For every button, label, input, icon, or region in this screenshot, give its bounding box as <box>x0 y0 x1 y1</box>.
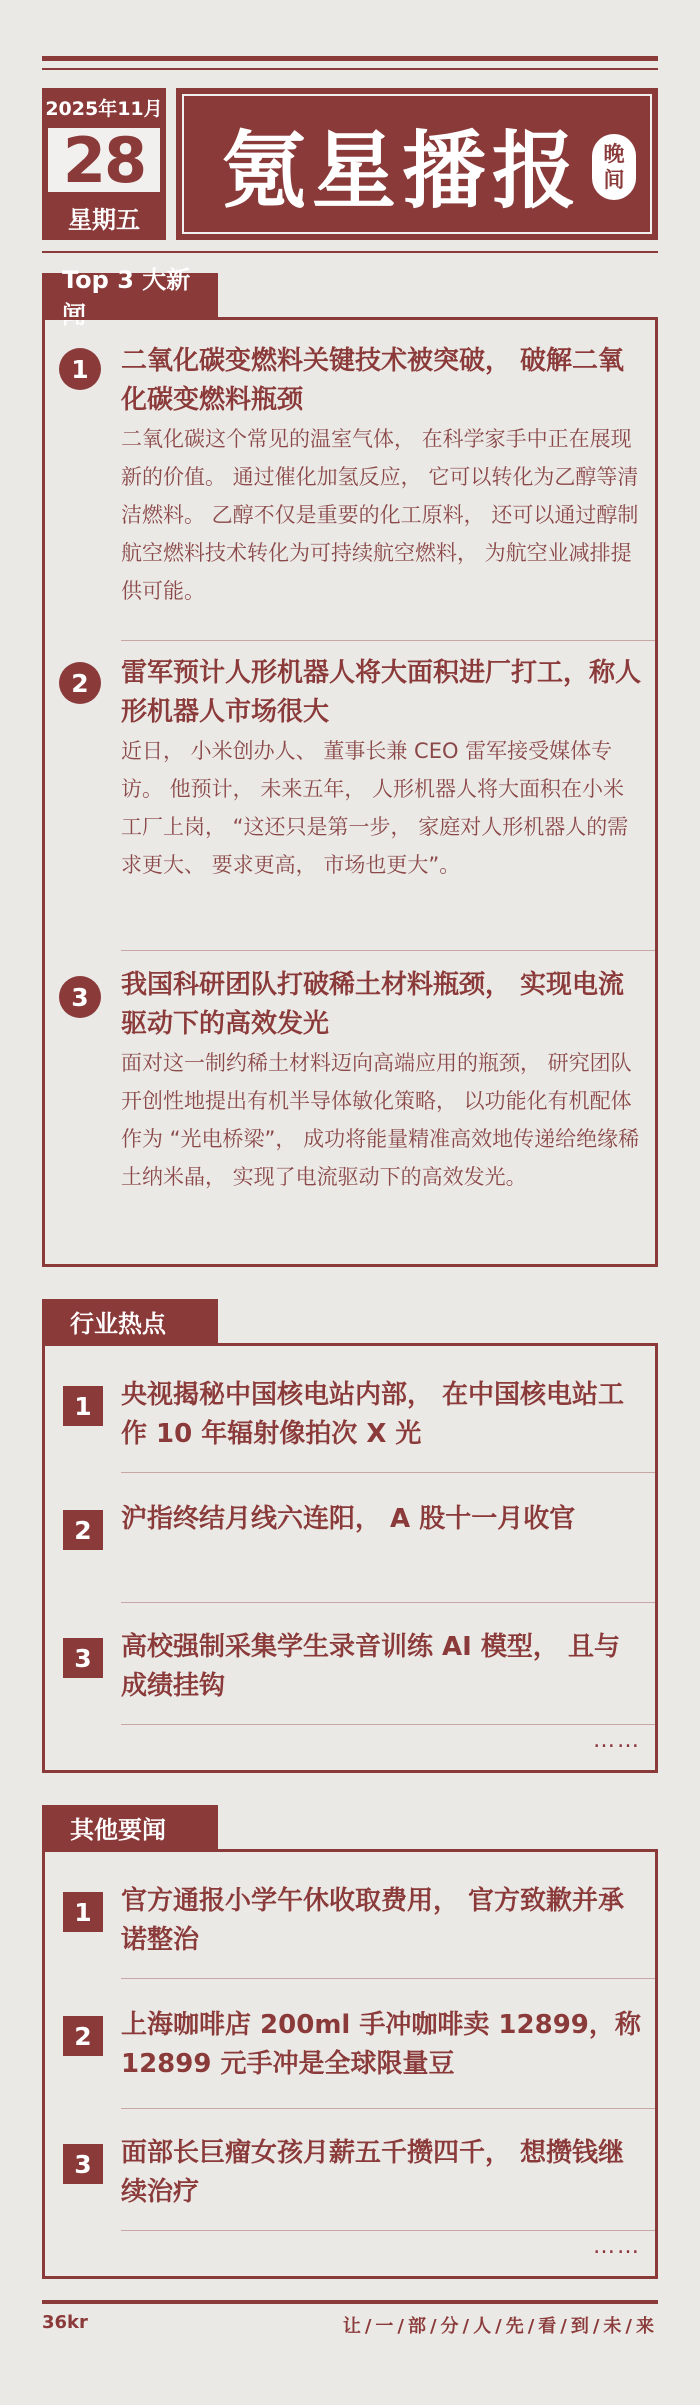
section-top3 <box>42 317 658 1267</box>
day-number: 28 <box>48 128 160 192</box>
section-industry <box>42 1343 658 1773</box>
footer-slogan: 让/一/部/分/人/先/看/到/未/来 <box>342 2316 658 2337</box>
title-block <box>176 88 658 240</box>
item-headline[interactable]: 二氧化碳变燃料关键技术被突破， 破解二氧化碳变燃料瓶颈 <box>121 346 625 415</box>
year-month: 2025年11月 <box>45 97 163 120</box>
item-number-badge: 3 <box>63 1638 103 1678</box>
item-headline[interactable]: 官方通报小学午休收取费用， 官方致歉并承诺整治 <box>121 1886 625 1955</box>
more-indicator[interactable]: …… <box>593 1728 641 1753</box>
section-tab-other: 其他要闻 <box>42 1805 218 1849</box>
top-rule-thick <box>42 56 658 61</box>
edition-badge <box>592 134 636 200</box>
item-headline[interactable]: 面部长巨瘤女孩月薪五千攒四千， 想攒钱继续治疗 <box>121 2138 625 2207</box>
item-body: 二氧化碳这个常见的温室气体， 在科学家手中正在展现新的价值。 通过催化加氢反应， 它可以转化为乙醇等清洁燃料。 乙醇不仅是重要的化工原料， 还可以通过醇制航空燃料技术转化为可持续航空燃料， 为航空业减排提供可能。 <box>121 427 639 603</box>
edition-char-2: 间 <box>603 168 625 192</box>
footer-rule <box>42 2300 658 2304</box>
brand-logo-text: 36kr <box>42 2312 88 2333</box>
item-divider <box>121 950 655 951</box>
item-number-badge: 2 <box>59 662 101 704</box>
edition-char-1: 晚 <box>603 142 625 166</box>
item-number-badge: 2 <box>63 1510 103 1550</box>
item-body: 近日， 小米创办人、 董事长兼 CEO 雷军接受媒体专访。 他预计， 未来五年， 人形机器人将大面积在小米工厂上岗， “这还只是第一步， 家庭对人形机器人的需求更大、 要求更高， 市场也更大”。 <box>121 739 629 877</box>
header-rule <box>42 251 658 253</box>
item-headline[interactable]: 雷军预计人形机器人将大面积进厂打工，称人形机器人市场很大 <box>121 658 642 727</box>
title-frame <box>182 94 652 234</box>
item-number-badge: 3 <box>59 976 101 1018</box>
item-number-badge: 2 <box>63 2016 103 2056</box>
item-number-badge: 3 <box>63 2144 103 2184</box>
date-block <box>42 88 166 240</box>
item-divider <box>121 640 655 641</box>
item-divider <box>121 1472 655 1473</box>
item-divider <box>121 1602 655 1603</box>
item-headline[interactable]: 我国科研团队打破稀土材料瓶颈， 实现电流驱动下的高效发光 <box>121 970 625 1039</box>
item-body: 面对这一制约稀土材料迈向高端应用的瓶颈， 研究团队开创性地提出有机半导体敏化策略， 以功能化有机配体作为 “光电桥梁”， 成功将能量精准高效地传递给绝缘稀土纳米晶， 实现了电流驱动下的高效发光。 <box>121 1051 640 1189</box>
item-headline[interactable]: 央视揭秘中国核电站内部， 在中国核电站工作 10 年辐射像拍次 X 光 <box>121 1380 625 1449</box>
section-other <box>42 1849 658 2279</box>
item-divider <box>121 2230 655 2231</box>
item-number-badge: 1 <box>63 1386 103 1426</box>
item-headline[interactable]: 高校强制采集学生录音训练 AI 模型， 且与成绩挂钩 <box>121 1632 620 1701</box>
weekday: 星期五 <box>68 205 140 234</box>
item-number-badge: 1 <box>59 348 101 390</box>
section-tab-top3: Top 3 大新闻 <box>42 273 218 317</box>
item-divider <box>121 1978 655 1979</box>
item-headline[interactable]: 沪指终结月线六连阳， A 股十一月收官 <box>121 1504 576 1534</box>
page-title: 氪星播报 <box>222 121 583 220</box>
item-number-badge: 1 <box>63 1892 103 1932</box>
item-divider <box>121 2108 655 2109</box>
top-rule-thin <box>42 68 658 70</box>
more-indicator[interactable]: …… <box>593 2234 641 2259</box>
section-tab-industry: 行业热点 <box>42 1299 218 1343</box>
item-divider <box>121 1724 655 1725</box>
item-headline[interactable]: 上海咖啡店 200ml 手冲咖啡卖 12899，称 12899 元手冲是全球限量豆 <box>121 2010 641 2079</box>
